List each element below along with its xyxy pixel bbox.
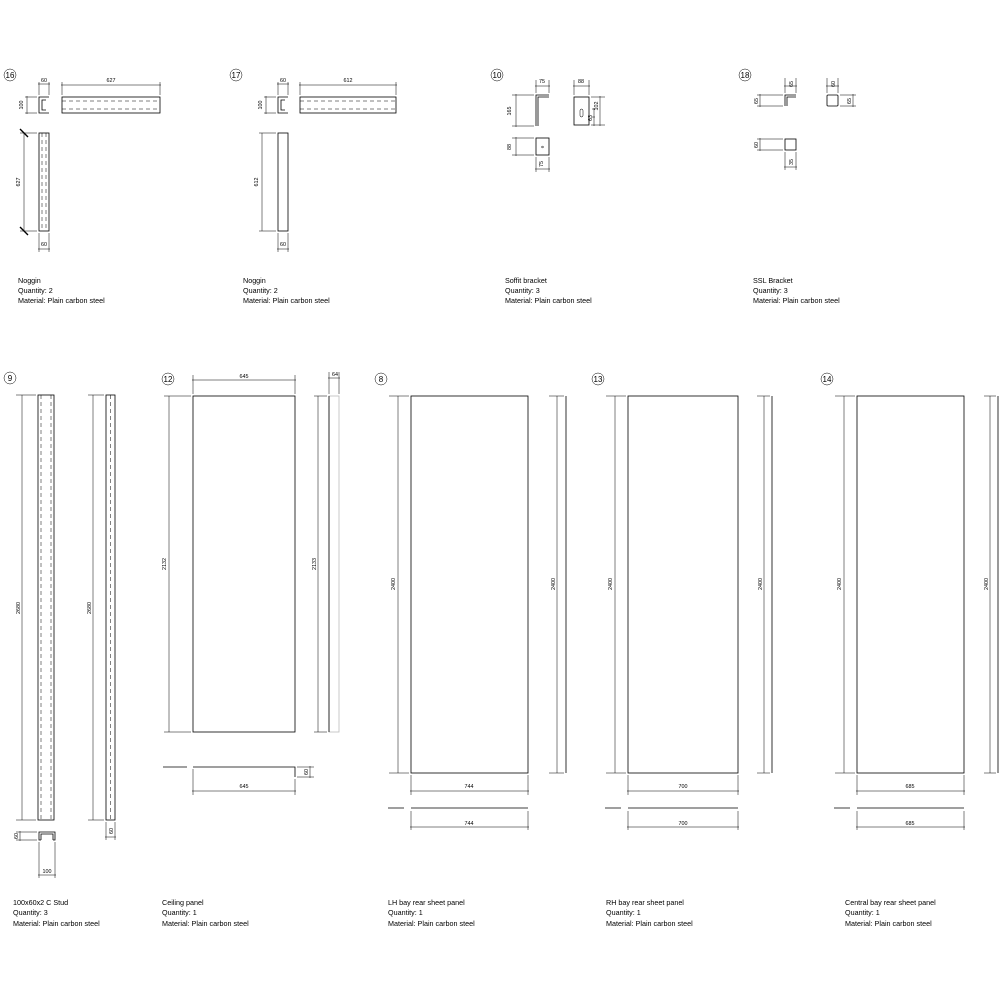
part-10-height-label: 165 — [507, 106, 513, 116]
part-17-hidden-lines — [300, 101, 396, 109]
part-9-name: 100x60x2 C Stud — [13, 898, 69, 907]
part-18-width-label: 65 — [789, 81, 795, 87]
part-14-height-label: 2400 — [837, 578, 843, 590]
part-18-base-h-label: 60 — [754, 142, 760, 148]
part-16-side-hidden — [42, 133, 46, 231]
part-18-quantity: Quantity: 3 — [753, 286, 788, 295]
part-18-material: Material: Plain carbon steel — [753, 296, 840, 305]
part-10-base-w-label: 75 — [539, 161, 545, 167]
part-9-front-hidden — [41, 395, 51, 820]
part-8-width-bot-label: 744 — [464, 821, 474, 827]
part-16-width-label: 60 — [41, 78, 47, 84]
part-12-bottom-view — [193, 767, 295, 777]
part-10-section — [536, 95, 549, 126]
part-13-quantity: Quantity: 1 — [606, 908, 641, 917]
part-17-width-label: 60 — [280, 78, 286, 84]
part-10-slot — [580, 109, 583, 117]
part-8-number: 8 — [378, 375, 384, 384]
part-17-material: Material: Plain carbon steel — [243, 296, 330, 305]
part-17-number: 17 — [231, 71, 241, 80]
part-9-number: 9 — [7, 374, 13, 383]
part-18-plan — [785, 139, 796, 150]
part-10-quantity: Quantity: 3 — [505, 286, 540, 295]
part-16-noggin — [4, 69, 161, 305]
part-17-section — [278, 97, 288, 113]
part-13-side-label: 2400 — [758, 578, 764, 590]
part-17-side-label: 612 — [254, 177, 260, 187]
part-16-material: Material: Plain carbon steel — [18, 296, 105, 305]
part-12-quantity: Quantity: 1 — [162, 908, 197, 917]
part-8-width-label: 744 — [464, 784, 474, 790]
part-8-material: Material: Plain carbon steel — [388, 919, 475, 928]
part-16-base-label: 60 — [41, 242, 47, 248]
part-14-name: Central bay rear sheet panel — [845, 898, 936, 907]
part-18-sq-h-label: 65 — [847, 98, 853, 104]
part-18-sq-label: 60 — [831, 81, 837, 87]
part-12-thk-label: 64 — [332, 372, 338, 378]
part-16-quantity: Quantity: 2 — [18, 286, 53, 295]
part-9-length-label-a: 2680 — [16, 602, 22, 614]
part-16-name: Noggin — [18, 276, 41, 285]
part-18-height-dim — [757, 94, 783, 107]
part-10-flat-plate — [574, 97, 589, 125]
part-10-width-label: 75 — [539, 79, 545, 85]
part-9-material: Material: Plain carbon steel — [13, 919, 100, 928]
part-8-quantity: Quantity: 1 — [388, 908, 423, 917]
part-12-height-label: 2132 — [162, 558, 168, 570]
part-16-height-label: 100 — [19, 100, 25, 110]
part-10-base-h-label: 88 — [507, 144, 513, 150]
part-16-elevation — [62, 97, 160, 113]
part-18-plate — [827, 95, 838, 106]
part-10-height-dim — [512, 94, 534, 127]
part-16-hidden-lines — [62, 101, 160, 109]
part-18-height-label: 65 — [754, 98, 760, 104]
part-14-number: 14 — [822, 375, 832, 384]
part-9-web-label: 100 — [42, 869, 52, 875]
part-16-height-dim — [25, 96, 37, 114]
part-12-width-bot-dim — [192, 769, 296, 795]
part-13-name: RH bay rear sheet panel — [606, 898, 684, 907]
part-10-number: 10 — [492, 71, 502, 80]
part-10-name: Soffit bracket — [505, 276, 547, 285]
part-9-quantity: Quantity: 3 — [13, 908, 48, 917]
part-17-name: Noggin — [243, 276, 266, 285]
part-13-height-label: 2400 — [608, 578, 614, 590]
part-12-ceiling-panel — [162, 372, 340, 928]
part-8-height-label: 2400 — [391, 578, 397, 590]
part-16-side-view — [39, 133, 49, 231]
part-17-height-label: 100 — [258, 100, 264, 110]
part-10-flat-h-label: 102 — [594, 101, 600, 111]
part-8-name: LH bay rear sheet panel — [388, 898, 465, 907]
part-17-elevation — [300, 97, 396, 113]
part-12-name: Ceiling panel — [162, 898, 204, 907]
part-13-material: Material: Plain carbon steel — [606, 919, 693, 928]
part-13-rh-panel — [592, 373, 772, 928]
part-17-quantity: Quantity: 2 — [243, 286, 278, 295]
part-10-hole — [542, 146, 544, 148]
part-17-noggin — [230, 69, 397, 305]
part-13-width-bot-label: 700 — [678, 821, 688, 827]
part-14-front-view — [857, 396, 964, 773]
part-10-soffit-bracket — [491, 69, 605, 305]
part-17-side-dim — [259, 133, 276, 231]
part-16-number: 16 — [5, 71, 15, 80]
part-12-side-view — [329, 396, 339, 732]
part-12-front-view — [193, 396, 295, 732]
part-9-c-stud — [4, 372, 116, 928]
part-10-plan — [536, 138, 549, 155]
part-18-name: SSL Bracket — [753, 276, 793, 285]
part-14-material: Material: Plain carbon steel — [845, 919, 932, 928]
part-8-front-view — [411, 396, 528, 773]
part-18-ssl-bracket — [739, 69, 856, 305]
part-12-depth-label: 60 — [304, 769, 310, 775]
part-17-side-view — [278, 133, 288, 231]
part-14-width-label: 685 — [905, 784, 915, 790]
part-18-base-w-label: 35 — [789, 159, 795, 165]
part-10-mid-label: 63 — [588, 115, 594, 121]
part-18-base-h-dim — [757, 138, 783, 151]
part-16-side-dim — [20, 133, 37, 231]
part-9-side-label: 60 — [109, 828, 115, 834]
part-14-central-panel — [821, 373, 998, 928]
part-14-quantity: Quantity: 1 — [845, 908, 880, 917]
part-13-width-label: 700 — [678, 784, 688, 790]
part-13-number: 13 — [593, 375, 603, 384]
part-10-material: Material: Plain carbon steel — [505, 296, 592, 305]
part-8-side-label: 2400 — [551, 578, 557, 590]
part-9-front-view — [38, 395, 54, 820]
part-16-side-label: 627 — [16, 177, 22, 187]
part-16-section — [39, 97, 49, 113]
part-12-height-dim — [164, 396, 191, 732]
part-12-material: Material: Plain carbon steel — [162, 919, 249, 928]
part-9-section — [39, 832, 55, 840]
part-13-front-view — [628, 396, 738, 773]
part-17-height-dim — [264, 96, 276, 114]
part-17-length-label: 612 — [343, 78, 353, 84]
part-10-base-h-dim — [512, 137, 534, 156]
part-9-length-label-b: 2680 — [87, 602, 93, 614]
part-12-number: 12 — [163, 375, 173, 384]
part-14-side-label: 2400 — [984, 578, 990, 590]
part-12-width-bot-label: 645 — [239, 784, 249, 790]
part-17-base-label: 60 — [280, 242, 286, 248]
part-18-section — [785, 95, 796, 106]
part-18-number: 18 — [740, 71, 750, 80]
part-9-flange-label: 60 — [14, 833, 20, 839]
part-12-width-top-label: 645 — [239, 374, 249, 380]
part-14-width-bot-label: 685 — [905, 821, 915, 827]
part-16-length-label: 627 — [106, 78, 116, 84]
part-8-lh-panel — [375, 373, 566, 928]
part-12-side-h-label: 2133 — [312, 558, 318, 570]
part-10-flat-label: 88 — [578, 79, 584, 85]
